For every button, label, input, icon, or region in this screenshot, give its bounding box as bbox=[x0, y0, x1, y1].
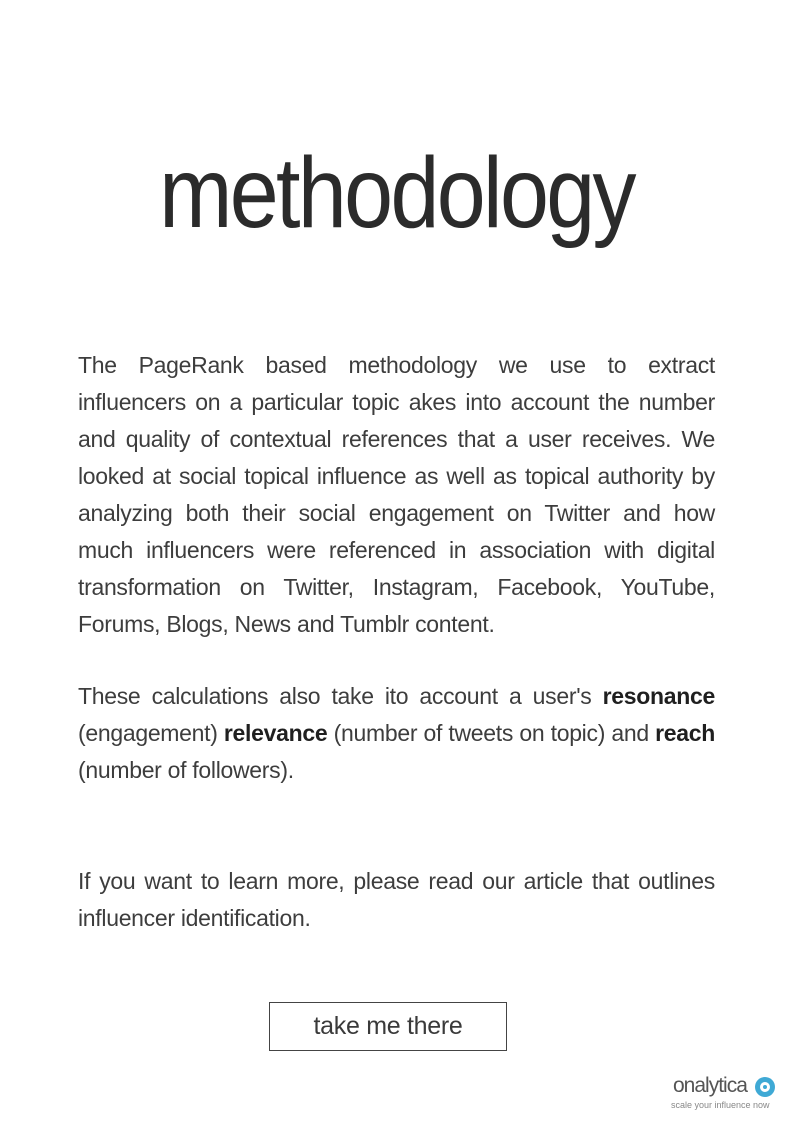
reach-term: reach bbox=[655, 720, 715, 746]
calc-text-3: (number of tweets on topic) and bbox=[327, 720, 656, 746]
logo-wordmark: onalytica bbox=[673, 1074, 747, 1097]
methodology-paragraph: The PageRank based methodology we use to extract influencers on a particular topic akes into account the number and quality of contextual references that a user receives. We looked at social topical influence as well as topical authority by analyzing both their social engagement on Twitter and how much influencers were referenced in association with digital transformation on Twitter, Instagram, Facebook, YouTube, Forums, Blogs, News and Tumblr content. bbox=[78, 352, 715, 637]
take-me-there-button[interactable]: take me there bbox=[269, 1002, 507, 1051]
relevance-term: relevance bbox=[223, 720, 328, 746]
logo-tagline: scale your influence now bbox=[671, 1100, 770, 1110]
target-circle-icon bbox=[755, 1077, 775, 1097]
calc-text-1: These calculations also take ito account a user's bbox=[78, 683, 603, 709]
calc-text-4: (number of followers). bbox=[78, 757, 294, 783]
onalytica-logo[interactable] bbox=[671, 1074, 781, 1114]
page-title: methodology bbox=[159, 137, 634, 249]
calc-text-2: (engagement) bbox=[78, 720, 224, 746]
resonance-term: resonance bbox=[602, 683, 715, 709]
calculations-paragraph bbox=[78, 678, 715, 789]
learn-more-paragraph: If you want to learn more, please read our article that outlines influencer identification. bbox=[78, 868, 715, 931]
